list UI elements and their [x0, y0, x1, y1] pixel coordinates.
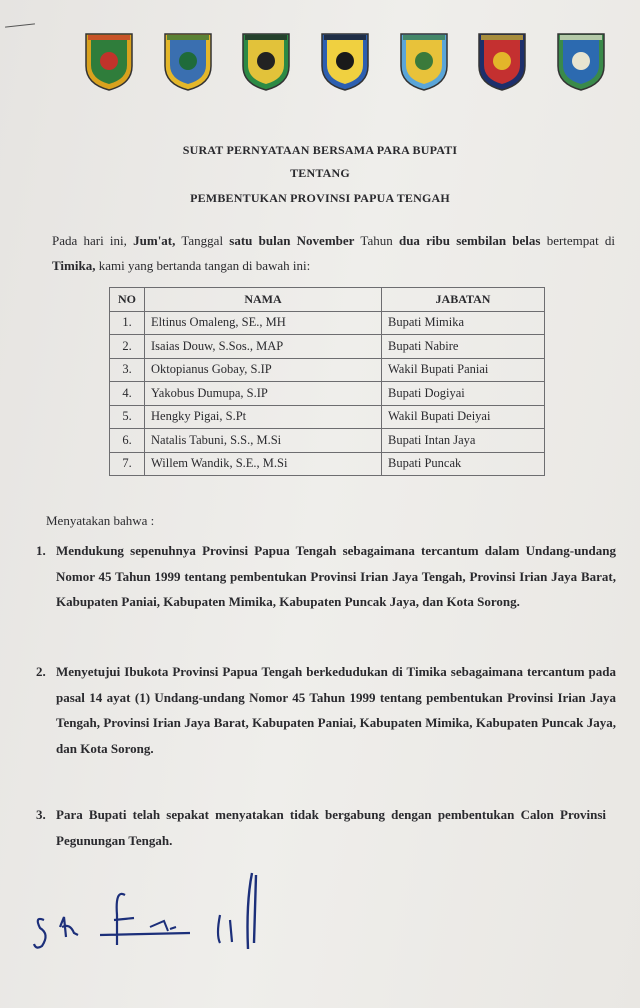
header-no: NO	[110, 288, 145, 312]
kabupaten-mimika-logo	[80, 28, 138, 94]
kabupaten-dogiyai-logo-emblem	[316, 28, 374, 94]
kabupaten-mimika-logo-emblem	[80, 28, 138, 94]
kabupaten-intan-jaya-logo-emblem	[473, 28, 531, 94]
table-header-row	[110, 288, 545, 312]
row-number: 5.	[110, 405, 145, 429]
signatories-table	[109, 287, 545, 476]
point-text: Menyetujui Ibukota Provinsi Papua Tengah berkedudukan di Timika sebagaimana tercantum pada pasal 14 ayat (1) Undang-undang Nomor 45 Tahun 1999 tentang pembentukan Provinsi Irian Jaya Tengah, Provinsi Irian Jaya Barat, Kabupaten Paniai, Kabupaten Mimika, Kabupaten Puncak Jaya, dan Kota Sorong.	[56, 664, 616, 756]
row-position: Wakil Bupati Deiyai	[382, 405, 545, 429]
document-title: SURAT PERNYATAAN BERSAMA PARA BUPATI	[182, 143, 458, 157]
kabupaten-dogiyai-logo	[316, 28, 374, 94]
row-name: Hengky Pigai, S.Pt	[145, 405, 382, 429]
point-text: Mendukung sepenuhnya Provinsi Papua Tengah sebagaimana tercantum dalam Undang-undang Nomor 45 Tahun 1999 tentang pembentukan Provinsi Irian Jaya Tengah, Provinsi Irian Jaya Barat, Kabupaten Paniai, Kabupaten Mimika, Kabupaten Puncak Jaya, dan Kota Sorong.	[56, 543, 616, 609]
intro-place: Timika,	[52, 258, 96, 273]
table-row	[110, 311, 545, 335]
intro-text: Pada hari ini,	[52, 233, 134, 248]
row-position: Bupati Dogiyai	[382, 382, 545, 406]
point-number: 1.	[36, 543, 46, 558]
point-1	[36, 538, 616, 615]
intro-text: kami yang bertanda tangan di bawah ini:	[95, 258, 311, 273]
point-2	[36, 659, 616, 761]
intro-day: Jum'at,	[133, 233, 176, 248]
point-text: Para Bupati telah sepakat menyatakan tidak bergabung dengan pembentukan Calon Provinsi Pegunungan Tengah.	[56, 807, 606, 848]
table-row	[110, 452, 545, 476]
row-number: 1.	[110, 311, 145, 335]
kabupaten-puncak-logo-emblem	[552, 28, 610, 94]
kabupaten-paniai-logo	[237, 28, 295, 94]
row-name: Isaias Douw, S.Sos., MAP	[145, 335, 382, 359]
intro-text: Tanggal	[175, 233, 230, 248]
header-jabatan: JABATAN	[382, 288, 545, 312]
table-row	[110, 335, 545, 359]
kabupaten-deiyai-logo	[395, 28, 453, 94]
intro-text: Tahun	[354, 233, 399, 248]
row-name: Willem Wandik, S.E., M.Si	[145, 452, 382, 476]
intro-paragraph	[52, 228, 615, 278]
intro-text: bertempat di	[546, 233, 616, 248]
table-row	[110, 405, 545, 429]
row-position: Bupati Puncak	[382, 452, 545, 476]
regency-logos	[80, 28, 610, 94]
row-number: 6.	[110, 429, 145, 453]
kabupaten-nabire-logo	[159, 28, 217, 94]
row-name: Eltinus Omaleng, SE., MH	[145, 311, 382, 335]
point-3	[36, 802, 606, 853]
row-number: 7.	[110, 452, 145, 476]
kabupaten-nabire-logo-emblem	[159, 28, 217, 94]
row-position: Wakil Bupati Paniai	[382, 358, 545, 382]
header-nama: NAMA	[145, 288, 382, 312]
signatures	[30, 865, 270, 955]
row-number: 3.	[110, 358, 145, 382]
row-name: Natalis Tabuni, S.S., M.Si	[145, 429, 382, 453]
intro-year: dua ribu sembilan belas	[398, 233, 541, 248]
row-name: Oktopianus Gobay, S.IP	[145, 358, 382, 382]
row-position: Bupati Mimika	[382, 311, 545, 335]
document-subject: PEMBENTUKAN PROVINSI PAPUA TENGAH	[190, 191, 450, 205]
row-name: Yakobus Dumupa, S.IP	[145, 382, 382, 406]
point-number: 3.	[36, 807, 46, 822]
table-row	[110, 358, 545, 382]
pen-mark	[5, 23, 35, 27]
row-position: Bupati Nabire	[382, 335, 545, 359]
intro-date: satu bulan November	[229, 233, 355, 248]
row-position: Bupati Intan Jaya	[382, 429, 545, 453]
table-row	[110, 382, 545, 406]
kabupaten-paniai-logo-emblem	[237, 28, 295, 94]
kabupaten-deiyai-logo-emblem	[395, 28, 453, 94]
row-number: 4.	[110, 382, 145, 406]
statement-intro: Menyatakan bahwa :	[46, 513, 155, 528]
row-number: 2.	[110, 335, 145, 359]
kabupaten-puncak-logo	[552, 28, 610, 94]
kabupaten-intan-jaya-logo	[473, 28, 531, 94]
document-title-tentang: TENTANG	[290, 166, 350, 180]
table-row	[110, 429, 545, 453]
point-number: 2.	[36, 664, 46, 679]
